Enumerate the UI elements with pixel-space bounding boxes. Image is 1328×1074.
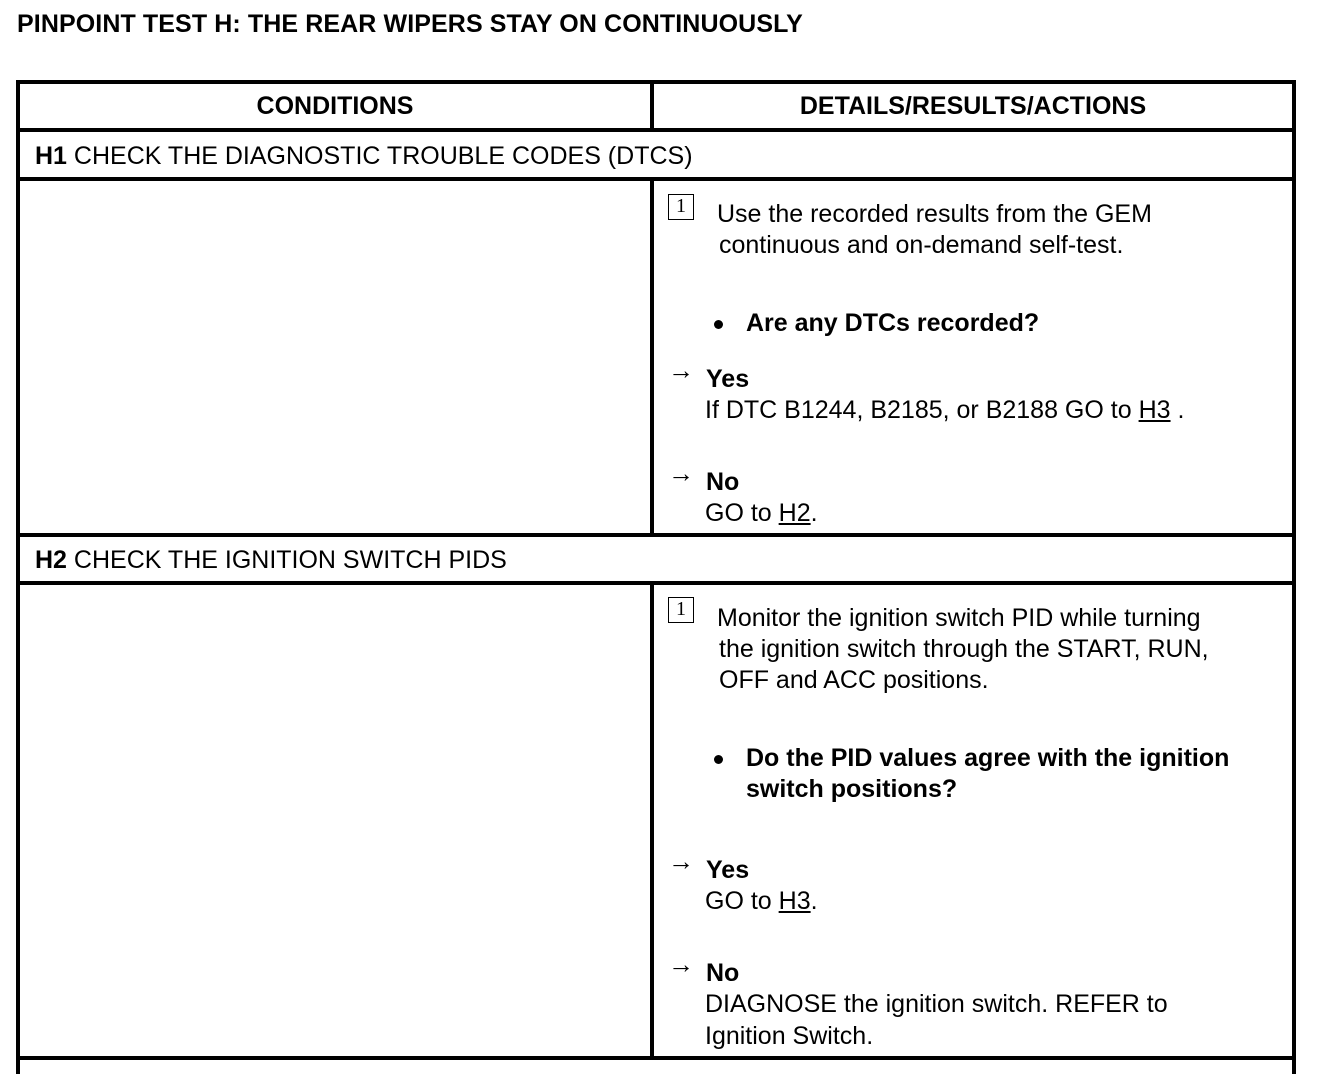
h2-question-line2: switch positions? [746, 775, 958, 803]
h2-yes-label: Yes [706, 856, 750, 884]
h2-yes-arrow-icon: → [668, 846, 694, 876]
h2-step-checkbox-icon: 1 [668, 597, 694, 623]
header-bottom-rule [20, 128, 1292, 132]
page-title: PINPOINT TEST H: THE REAR WIPERS STAY ON CONTINUOUSLY [17, 10, 803, 38]
h1-no-text: GO to H2. [705, 499, 818, 527]
step-h1-text: CHECK THE DIAGNOSTIC TROUBLE CODES (DTCS) [73, 142, 693, 170]
h1-step-line2: continuous and on-demand self-test. [719, 231, 1124, 259]
link-h3[interactable]: H3 [1138, 396, 1171, 424]
h1-question: Are any DTCs recorded? [746, 309, 1040, 337]
h2-question-line1: Do the PID values agree with the ignition [746, 744, 1230, 772]
h1-title-rule [20, 177, 1292, 181]
h2-step-line3: OFF and ACC positions. [719, 666, 989, 694]
h2-yes-text: GO to H3. [705, 887, 818, 915]
step-h2-id: H2 [35, 546, 67, 574]
pinpoint-test-table [16, 80, 1296, 1074]
link-h3[interactable]: H3 [778, 887, 811, 915]
h2-bullet-icon [714, 755, 723, 764]
h2-column-divider [650, 583, 654, 1059]
h1-yes-text: If DTC B1244, B2185, or B2188 GO to H3 . [705, 396, 1185, 424]
h1-step-line1: Use the recorded results from the GEM [717, 200, 1152, 228]
column-header-conditions: CONDITIONS [256, 92, 414, 120]
step-h1-id: H1 [35, 142, 67, 170]
column-header-details: DETAILS/RESULTS/ACTIONS [799, 92, 1147, 120]
step-h2-text: CHECK THE IGNITION SWITCH PIDS [73, 546, 507, 574]
h1-body-rule [20, 533, 1292, 537]
h1-no-label: No [706, 468, 740, 496]
h1-yes-arrow-icon: → [668, 355, 694, 385]
h2-no-line1: DIAGNOSE the ignition switch. REFER to [705, 990, 1168, 1018]
h2-body-rule [20, 1056, 1292, 1060]
step-h2-title [35, 546, 507, 575]
h1-yes-label: Yes [706, 365, 750, 393]
h1-bullet-icon [714, 320, 723, 329]
h2-no-label: No [706, 959, 740, 987]
link-h2[interactable]: H2 [778, 499, 811, 527]
h2-no-arrow-icon: → [668, 949, 694, 979]
h1-column-divider [650, 179, 654, 535]
h1-step-checkbox-icon: 1 [668, 194, 694, 220]
h2-title-rule [20, 581, 1292, 585]
h2-step-line1: Monitor the ignition switch PID while turning [717, 604, 1201, 632]
h2-step-line2: the ignition switch through the START, RUN, [719, 635, 1209, 663]
step-h1-title [35, 142, 693, 171]
header-divider [650, 84, 654, 130]
h1-no-arrow-icon: → [668, 458, 694, 488]
h2-no-line2: Ignition Switch. [705, 1022, 874, 1050]
